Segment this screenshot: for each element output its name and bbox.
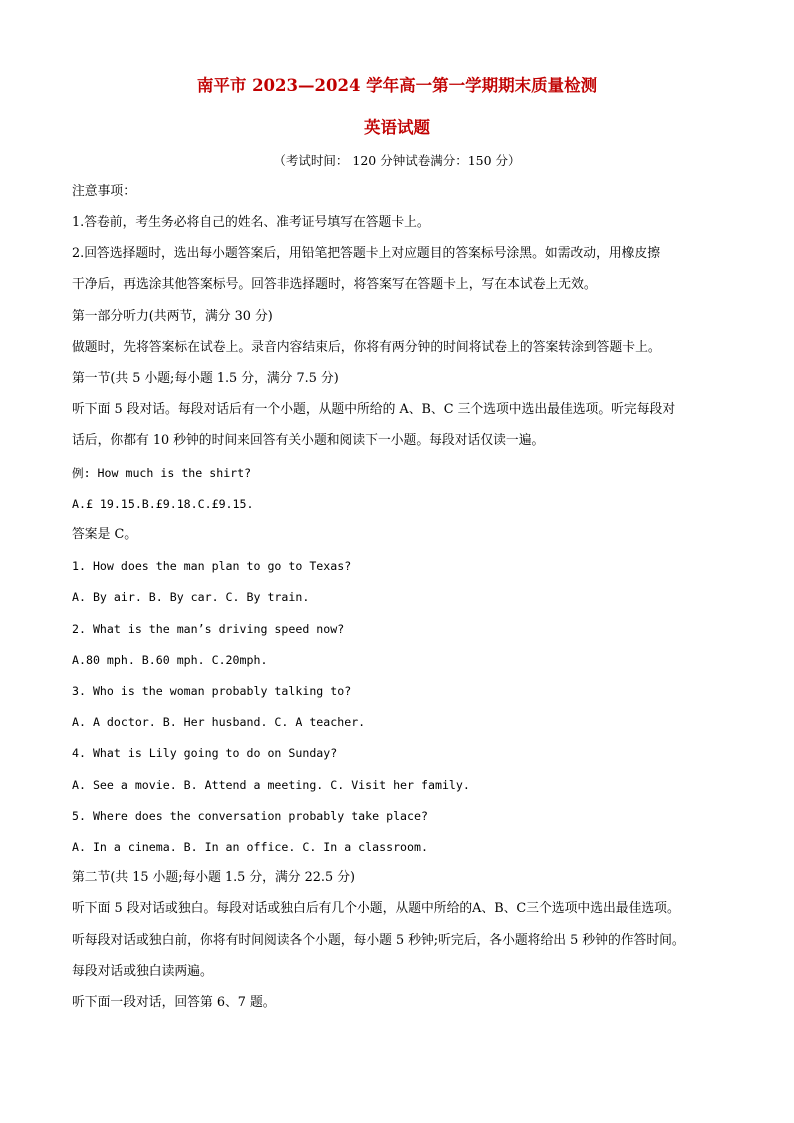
section2-instruction-line-1: 听下面 5 段对话或独白。每段对话或独白后有几个小题，从题中所给的A、B、C三个选项中选出最佳选项。 [72, 901, 680, 916]
question-text: 1. How does the man plan to go to Texas? [72, 559, 352, 573]
exam-title: 南平市 2023—2024 学年高一第一学期期末质量检测 [196, 76, 598, 95]
question-options: A. See a movie. B. Attend a meeting. C. Visit her family. [72, 778, 470, 792]
subject-title: 英语试题 [364, 118, 430, 137]
question-options: A. By air. B. By car. C. By train. [72, 590, 310, 604]
section2-instruction-line-2: 听每段对话或独白前，你将有时间阅读各个小题，每小题 5 秒钟;听完后，各小题将给出 5 秒钟的作答时间。 [72, 933, 685, 948]
section2-instruction-line-3: 每段对话或独白读两遍。 [72, 964, 213, 979]
question-text: 4. What is Lily going to do on Sunday? [72, 746, 338, 760]
section1-instruction-line-2: 话后，你都有 10 秒钟的时间来回答有关小题和阅读下一小题。每段对话仅读一遍。 [72, 433, 545, 448]
question-options: A. In a cinema. B. In an office. C. In a classroom. [72, 840, 428, 854]
question-text: 2. What is the man’s driving speed now? [72, 622, 345, 636]
section2-heading: 第二节(共 15 小题;每小题 1.5 分，满分 22.5 分) [72, 870, 355, 885]
section1-heading: 第一节(共 5 小题;每小题 1.5 分，满分 7.5 分) [72, 371, 339, 386]
question-text: 5. Where does the conversation probably take place? [72, 809, 428, 823]
example-answer: 答案是 C。 [72, 527, 138, 542]
notes-item-1: 1.答卷前，考生务必将自己的姓名、准考证号填写在答题卡上。 [72, 215, 430, 230]
notes-item-2-line-1: 2.回答选择题时，选出每小题答案后，用铅笔把答题卡上对应题目的答案标号涂黑。如需改动，用橡皮擦 [72, 246, 661, 261]
part1-heading: 第一部分听力(共两节，满分 30 分) [72, 309, 273, 324]
question-options: A.80 mph. B.60 mph. C.20mph. [72, 653, 268, 667]
dialog-intro: 听下面一段对话，回答第 6、7 题。 [72, 995, 276, 1010]
part1-instruction: 做题时，先将答案标在试卷上。录音内容结束后，你将有两分钟的时间将试卷上的答案转涂到答题卡上。 [72, 340, 661, 355]
exam-info: （考试时间： 120 分钟试卷满分：150 分） [273, 153, 521, 168]
example-options: A.£ 19.15.B.£9.18.C.£9.15. [72, 497, 254, 511]
section1-instruction-line-1: 听下面 5 段对话。每段对话后有一个小题，从题中所给的 A、B、C 三个选项中选出最佳选项。听完每段对 [72, 402, 676, 417]
example-question: 例: How much is the shirt? [72, 466, 252, 480]
notes-item-2-line-2: 干净后，再选涂其他答案标号。回答非选择题时，将答案写在答题卡上，写在本试卷上无效。 [72, 277, 597, 292]
question-options: A. A doctor. B. Her husband. C. A teacher. [72, 715, 366, 729]
question-text: 3. Who is the woman probably talking to? [72, 684, 352, 698]
notes-heading: 注意事项： [72, 184, 136, 199]
